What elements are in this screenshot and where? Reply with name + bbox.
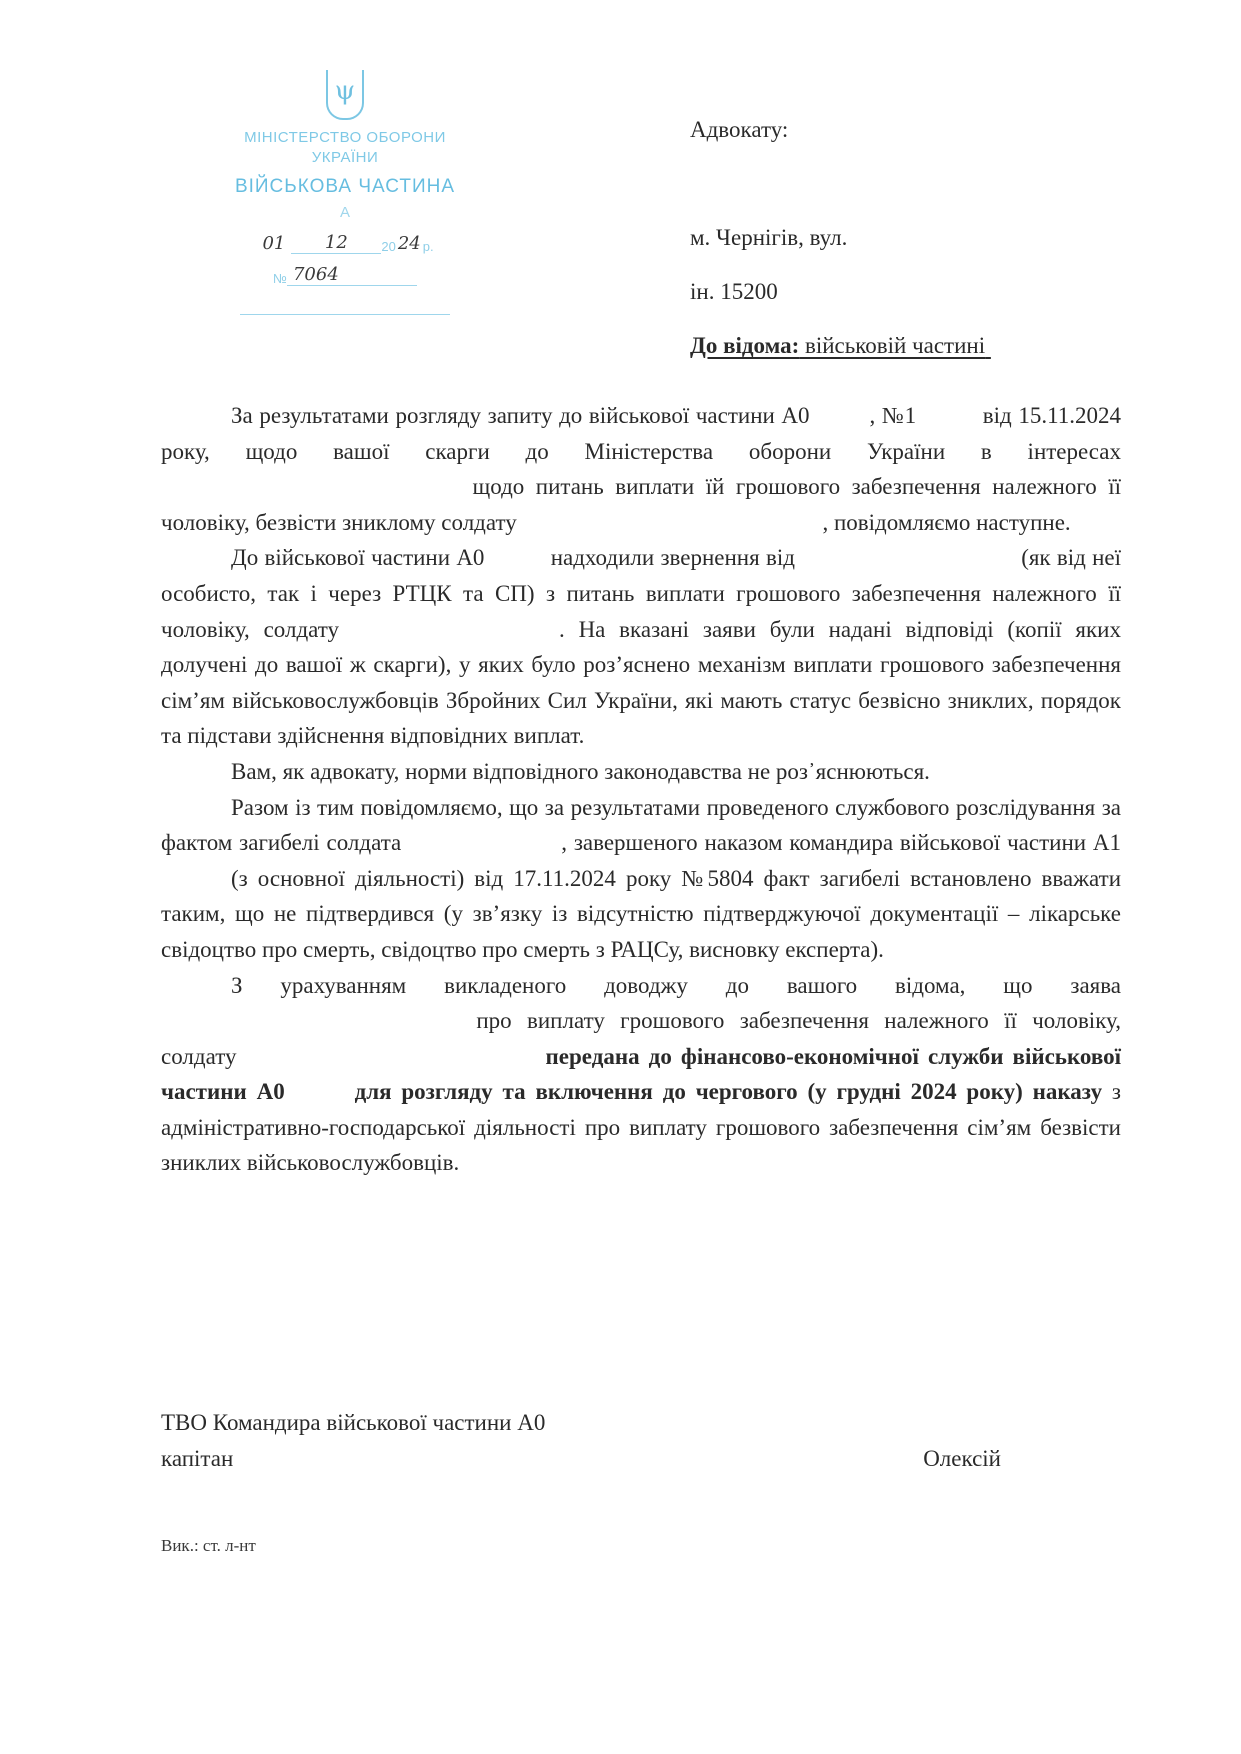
ministry-line-2: УКРАЇНИ xyxy=(311,149,379,166)
trident-icon xyxy=(326,70,364,120)
addressee-block xyxy=(690,112,1130,382)
addressee-postal: ін. 15200 xyxy=(690,279,778,304)
executor-line: Вик.: ст. л-нт xyxy=(161,1536,256,1555)
number-label: № xyxy=(273,271,287,286)
unit-code: А xyxy=(339,204,350,221)
signatory-title: ТВО Командира військової частини А0 xyxy=(161,1410,546,1435)
date-year-suffix: 24 xyxy=(397,233,421,254)
outgoing-date xyxy=(220,232,470,254)
letter-body xyxy=(161,398,1121,1181)
signatory-rank: капітан xyxy=(161,1446,234,1471)
addressee-label: Адвокату: xyxy=(690,117,789,142)
official-header-stamp xyxy=(220,70,470,315)
paragraph-1: За результатами розгляду запиту до військової частини А0 , №1 від 15.11.2024 року, щодо вашої скарги до Міністерства оборони України в інтересах щодо питань виплати їй грошового забезпечення належного її чоловіку, безвісти зниклому солдату , повідомляємо наступне. xyxy=(161,403,1121,535)
addressee-city: м. Чернігів, вул. xyxy=(690,225,848,250)
ministry-line-1: МІНІСТЕРСТВО ОБОРОНИ xyxy=(244,129,446,146)
number-value: 7064 xyxy=(292,264,339,285)
stamp-divider xyxy=(240,314,450,315)
signatory-name: Олексій xyxy=(923,1446,1001,1471)
paragraph-3: Вам, як адвокату, норми відповідного законодавства не роз᾽яснюються. xyxy=(231,758,930,784)
copy-to-value: військовій частині xyxy=(805,333,986,358)
date-day: 01 xyxy=(262,233,286,254)
date-suffix: р. xyxy=(422,239,434,254)
date-month: 12 xyxy=(324,232,348,253)
copy-to-label: До відома: xyxy=(690,333,800,358)
signature-block xyxy=(161,1405,1121,1477)
paragraph-4: Разом із тим повідомляємо, що за результатами проведеного службового розслідування за фактом загибелі солдата , завершеного наказом командира військової частини А1 (з основної діяльності) від 17.11.2024 року №5804 факт загибелі встановлено вважати таким, що не підтвердився (у зв’язку із відсутністю підтверджуючої документації – лікарське свідоцтво про смерть, свідоцтво про смерть з РАЦСу, висновку експерта). xyxy=(161,794,1121,962)
addressee-name-redacted xyxy=(690,166,1130,202)
outgoing-number xyxy=(220,264,470,286)
unit-title: ВІЙСЬКОВА ЧАСТИНА xyxy=(234,176,456,197)
paragraph-2: До військової частини А0 надходили звернення від (як від неї особисто, так і через РТЦК та СП) з питань виплати грошового забезпечення належного її чоловіку, солдату . На вказані заяви були надані відповіді (копії яких долучені до вашої ж скарги), у яких було роз’яснено механізм виплати грошового забезпечення сім’ям військовослужбовців Збройних Сил України, які мають статус безвісно зниклих, порядок та підстави здійснення відповідних виплат. xyxy=(161,545,1122,749)
date-year-prefix: 20 xyxy=(381,239,396,254)
copy-to-line xyxy=(690,328,1130,364)
paragraph-5: З урахуванням викладеного доводжу до вашого відома, що заява про виплату грошового забезпечення належного її чоловіку, солдату передана до фінансово-економічної служби військової частини А0 для розгляду та включення до чергового (у грудні 2024 року) наказу з адміністративно-господарської діяльності про виплату грошового забезпечення сім’ям безвісти зниклих військовослужбовців. xyxy=(161,972,1122,1176)
